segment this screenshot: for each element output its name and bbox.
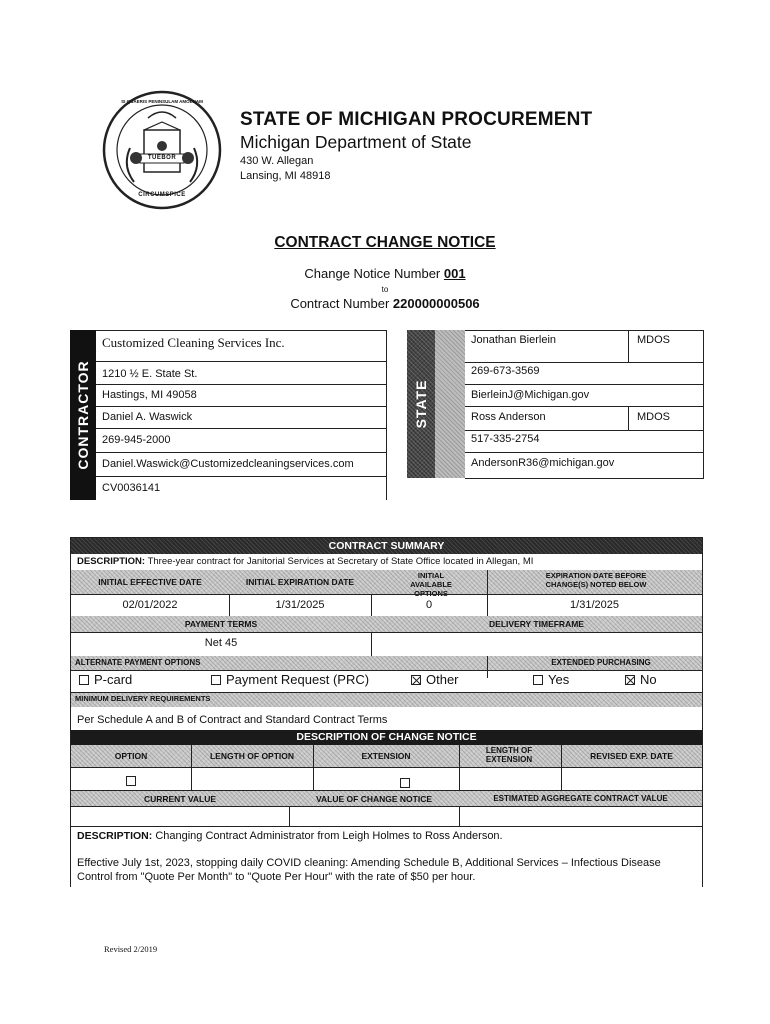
change-description-row xyxy=(77,830,697,842)
header-current-value: CURRENT VALUE xyxy=(143,794,217,804)
header-initial-options: INITIAL AVAILABLE OPTIONS xyxy=(410,571,452,598)
state-box xyxy=(465,330,704,479)
address xyxy=(240,154,331,184)
address-line-1: 430 W. Allegan xyxy=(240,155,314,167)
contractor-side-label: CONTRACTOR xyxy=(70,330,96,500)
contract-number-line xyxy=(0,296,770,311)
contractor-box xyxy=(96,330,387,500)
state-admin-name: Jonathan Bierlein xyxy=(471,334,557,346)
state-buyer-email: AndersonR36@michigan.gov xyxy=(471,457,615,469)
alt-payment-options-row xyxy=(71,672,702,690)
pcard-checkbox[interactable] xyxy=(79,675,89,685)
notice-title: CONTRACT CHANGE NOTICE xyxy=(274,234,496,251)
no-checkbox-checked[interactable] xyxy=(625,675,635,685)
option-checkbox[interactable] xyxy=(126,776,136,786)
address-line-2: Lansing, MI 48918 xyxy=(240,170,331,182)
header-option: OPTION xyxy=(114,751,148,761)
change-effective-text: Effective July 1st, 2023, stopping daily COVID cleaning: Amending Schedule B, Additional Services – Infectious Disease Control from "Quote Per Month" to "Quote Per Hour" with the rate of $50 per hour. xyxy=(77,857,661,883)
change-notice-line xyxy=(0,266,770,281)
summary-description-row xyxy=(77,556,697,567)
header-alt-payment: ALTERNATE PAYMENT OPTIONS xyxy=(75,658,201,667)
yes-checkbox[interactable] xyxy=(533,675,543,685)
state-buyer-name: Ross Anderson xyxy=(471,411,546,423)
header-delivery: DELIVERY TIMEFRAME xyxy=(489,619,584,629)
summary-description-label: DESCRIPTION: xyxy=(77,556,146,567)
page-title: STATE OF MICHIGAN PROCUREMENT xyxy=(240,109,593,130)
other-option[interactable]: Other xyxy=(411,672,459,687)
header-extension: EXTENSION xyxy=(361,751,411,761)
header-min-delivery: MINIMUM DELIVERY REQUIREMENTS xyxy=(75,694,211,703)
contract-summary-table xyxy=(70,537,703,887)
contract-number-label: Contract Number xyxy=(290,296,393,311)
contract-summary-header: CONTRACT SUMMARY xyxy=(71,538,702,554)
expiration-before-change: 1/31/2025 xyxy=(570,599,619,611)
change-notice-label: Change Notice Number xyxy=(304,266,444,281)
change-notice-header: DESCRIPTION OF CHANGE NOTICE xyxy=(71,730,702,745)
contractor-email: Daniel.Waswick@Customizedcleaningservices.com xyxy=(102,458,354,470)
contractor-contact: Daniel A. Waswick xyxy=(102,411,193,423)
initial-options: 0 xyxy=(425,599,433,611)
revised-date: Revised 2/2019 xyxy=(104,944,158,954)
state-buyer-phone: 517-335-2754 xyxy=(471,433,540,445)
seal-bottom-text: CIRCUMSPICE xyxy=(138,192,186,198)
initial-effective-date: 02/01/2022 xyxy=(122,599,178,611)
header-initial-effective: INITIAL EFFECTIVE DATE xyxy=(98,577,202,587)
pcard-option[interactable]: P-card xyxy=(79,672,132,687)
department-name: Michigan Department of State xyxy=(240,132,472,152)
to-word: to xyxy=(381,285,389,294)
seal-banner-text: TUEBOR xyxy=(147,155,177,161)
header-aggregate-value: ESTIMATED AGGREGATE CONTRACT VALUE xyxy=(493,794,668,803)
initial-expiration-date: 1/31/2025 xyxy=(275,599,325,611)
change-notice-number: 001 xyxy=(443,266,466,281)
state-admin-agency: MDOS xyxy=(637,334,670,346)
contractor-vendor-id: CV0036141 xyxy=(102,482,161,494)
header-expiration-before: EXPIRATION DATE BEFORE CHANGE(S) NOTED BELOW xyxy=(545,571,647,589)
state-side-label: STATE xyxy=(407,330,435,478)
extended-yes-option[interactable]: Yes xyxy=(533,672,569,687)
payment-terms: Net 45 xyxy=(204,637,238,649)
min-delivery-requirements: Per Schedule A and B of Contract and Standard Contract Terms xyxy=(77,714,388,726)
payment-request-checkbox[interactable] xyxy=(211,675,221,685)
header-initial-expiration: INITIAL EXPIRATION DATE xyxy=(245,577,355,587)
extended-no-option[interactable]: No xyxy=(625,672,657,687)
state-shaded-strip xyxy=(435,330,465,478)
change-description-label: DESCRIPTION: xyxy=(77,830,153,842)
header-payment-terms: PAYMENT TERMS xyxy=(184,619,258,629)
header-revised-exp: REVISED EXP. DATE xyxy=(590,751,673,761)
header-value-change: VALUE OF CHANGE NOTICE xyxy=(315,794,432,804)
header-extended-purchasing: EXTENDED PURCHASING xyxy=(551,658,651,667)
header-length-option: LENGTH OF OPTION xyxy=(209,751,295,761)
state-admin-email: BierleinJ@Michigan.gov xyxy=(471,389,590,401)
contract-number: 220000000506 xyxy=(392,296,480,311)
change-description: Changing Contract Administrator from Leigh Holmes to Ross Anderson. xyxy=(155,830,503,842)
contractor-street: 1210 ½ E. State St. xyxy=(102,368,198,380)
state-buyer-agency: MDOS xyxy=(637,411,670,423)
summary-description: Three-year contract for Janitorial Services at Secretary of State Office located in Allegan, MI xyxy=(147,556,534,567)
extension-checkbox[interactable] xyxy=(400,778,410,788)
contractor-phone: 269-945-2000 xyxy=(102,434,171,446)
contractor-city: Hastings, MI 49058 xyxy=(102,389,197,401)
other-checkbox-checked[interactable] xyxy=(411,675,421,685)
header-length-extension: LENGTH OF EXTENSION xyxy=(485,746,533,764)
contractor-name: Customized Cleaning Services Inc. xyxy=(102,335,285,350)
state-admin-phone: 269-673-3569 xyxy=(471,365,540,377)
payment-request-option[interactable]: Payment Request (PRC) xyxy=(211,672,369,687)
seal-top-text: SI QUAERIS PENINSULAM AMOENAM xyxy=(121,99,203,104)
